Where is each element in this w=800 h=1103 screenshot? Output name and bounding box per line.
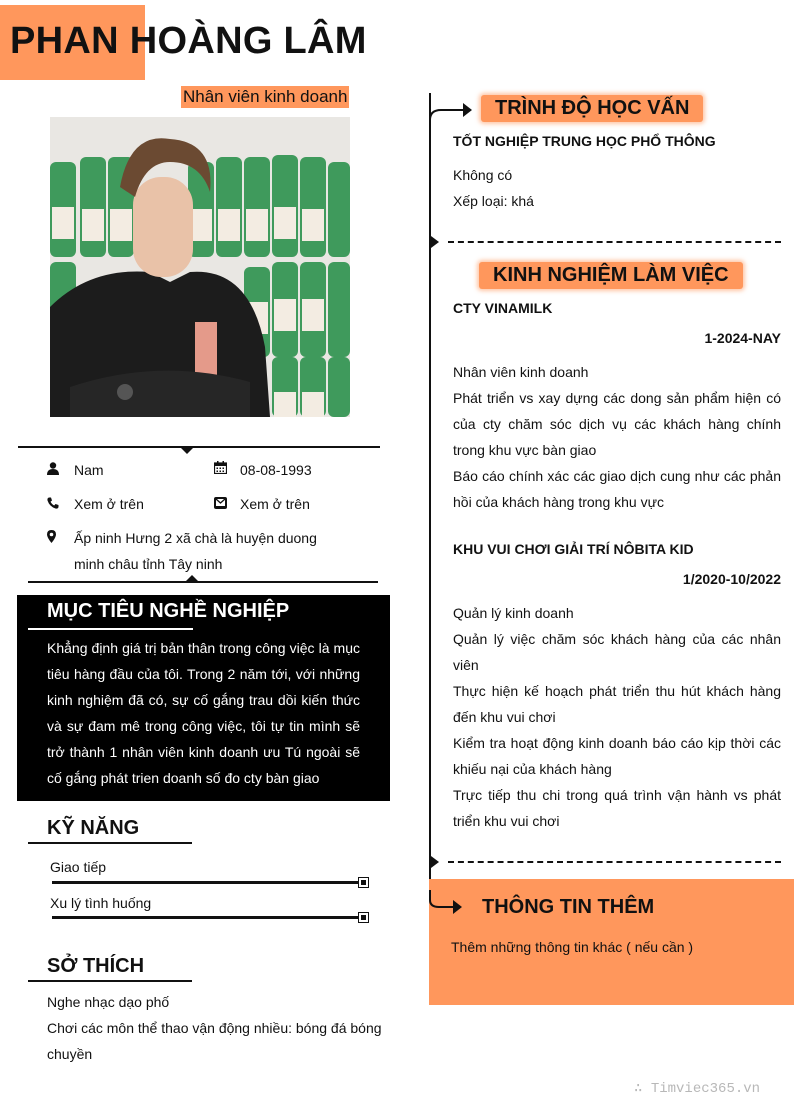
- career-objective-text: Khẳng định giá trị bản thân trong công việc là mục tiêu hàng đầu của tôi. Trong 2 năm tới, với những kinh nghiệm đã có, sự cố gắng trau dồi kiến thức và sự đam mê trong công việc, tôi tự tin mình sẽ trở thành 1 nhân viên kinh doanh ưu Tú ngoài sẽ cố gắng phát trien doanh số đo cty bàn giao: [47, 640, 360, 786]
- job-detail: Nhân viên kinh doanh: [453, 364, 589, 380]
- contact-top-divider: [18, 446, 380, 448]
- user-icon: [47, 462, 61, 476]
- additional-info-text: Thêm những thông tin khác ( nếu cần ): [451, 939, 694, 955]
- job-period: 1/2020-10/2022: [682, 571, 781, 587]
- section-arrow-icon: [429, 100, 473, 122]
- experience-title: KINH NGHIỆM LÀM VIỆC: [479, 262, 743, 289]
- skill-label: Giao tiếp: [50, 859, 107, 875]
- skill-level-handle: [358, 877, 369, 888]
- job-detail: Kiểm tra hoạt động kinh doanh báo cáo kịp thời các khiếu nại của khách hàng: [453, 735, 781, 777]
- contact-bottom-divider: [28, 581, 378, 583]
- job-title: Nhân viên kinh doanh: [183, 87, 348, 106]
- divider-arrow-down-icon: [179, 446, 195, 454]
- skill-bar: [52, 881, 364, 884]
- hobby-item: Chơi các môn thể thao vận động nhiều: bóng đá bóng chuyền: [47, 1020, 382, 1062]
- timeline-line: [429, 93, 431, 893]
- career-objective-underline: [28, 628, 193, 630]
- map-marker-icon: [47, 530, 61, 544]
- career-objective-title: MỤC TIÊU NGHỀ NGHIỆP: [47, 600, 290, 622]
- address-line-1: Ấp ninh Hưng 2 xã chà là huyện duong: [74, 530, 317, 546]
- section-divider: [448, 241, 781, 243]
- skill-label: Xu lý tình huống: [50, 895, 152, 911]
- address-line-2: minh châu tỉnh Tây ninh: [74, 556, 223, 572]
- hobby-item: Nghe nhạc dạo phố: [47, 994, 170, 1010]
- job-period: 1-2024-NAY: [704, 330, 781, 346]
- job-company: CTY VINAMILK: [453, 300, 553, 316]
- section-arrow-icon: [429, 890, 463, 920]
- hobbies-underline: [28, 980, 192, 982]
- skills-title: KỸ NĂNG: [47, 817, 140, 839]
- phone-icon: [47, 496, 61, 510]
- additional-info-title: THÔNG TIN THÊM: [482, 896, 655, 918]
- job-detail: Trực tiếp thu chi trong quá trình vận hành vs phát triển khu vui chơi: [453, 787, 781, 829]
- skill-level-handle: [358, 912, 369, 923]
- job-detail: Báo cáo chính xác các giao dịch cung như các phản hồi của khách hàng trong khu vực: [453, 468, 781, 510]
- divider-arrow-up-icon: [184, 575, 200, 583]
- phone-value: Xem ở trên: [74, 496, 144, 512]
- education-degree: TỐT NGHIỆP TRUNG HỌC PHỔ THÔNG: [453, 133, 716, 149]
- timeline-marker-icon: [431, 856, 439, 868]
- education-detail: Không có: [453, 167, 513, 183]
- profile-photo: [50, 117, 350, 417]
- job-detail: Quản lý kinh doanh: [453, 605, 574, 621]
- envelope-icon: [214, 496, 228, 510]
- watermark: ∴ Timviec365.vn: [634, 1081, 761, 1097]
- calendar-icon: [214, 461, 228, 475]
- job-detail: Phát triển vs xay dựng các dong sản phẩm hiện có của cty chăm sóc dịch vụ các khách hàng chính trong khu vực bàn giao: [453, 390, 781, 458]
- job-detail: Quản lý việc chăm sóc khách hàng của các nhân viên: [453, 631, 781, 673]
- email-value: Xem ở trên: [240, 496, 310, 512]
- full-name: PHAN HOÀNG LÂM: [10, 20, 367, 62]
- section-divider: [448, 861, 781, 863]
- hobbies-title: SỞ THÍCH: [47, 955, 145, 977]
- career-objective-section: [17, 595, 390, 801]
- skills-underline: [28, 842, 192, 844]
- gender-value: Nam: [74, 462, 104, 478]
- job-detail: Thực hiện kế hoạch phát triển thu hút khách hàng đến khu vui chơi: [453, 683, 781, 725]
- profile-photo-illustration: [50, 117, 350, 417]
- skill-bar: [52, 916, 364, 919]
- job-company: KHU VUI CHƠI GIẢI TRÍ NÔBITA KID: [453, 541, 694, 557]
- birthday-value: 08-08-1993: [240, 462, 312, 478]
- education-title: TRÌNH ĐỘ HỌC VẤN: [481, 95, 703, 122]
- timeline-marker-icon: [431, 236, 439, 248]
- education-detail: Xếp loại: khá: [453, 193, 534, 209]
